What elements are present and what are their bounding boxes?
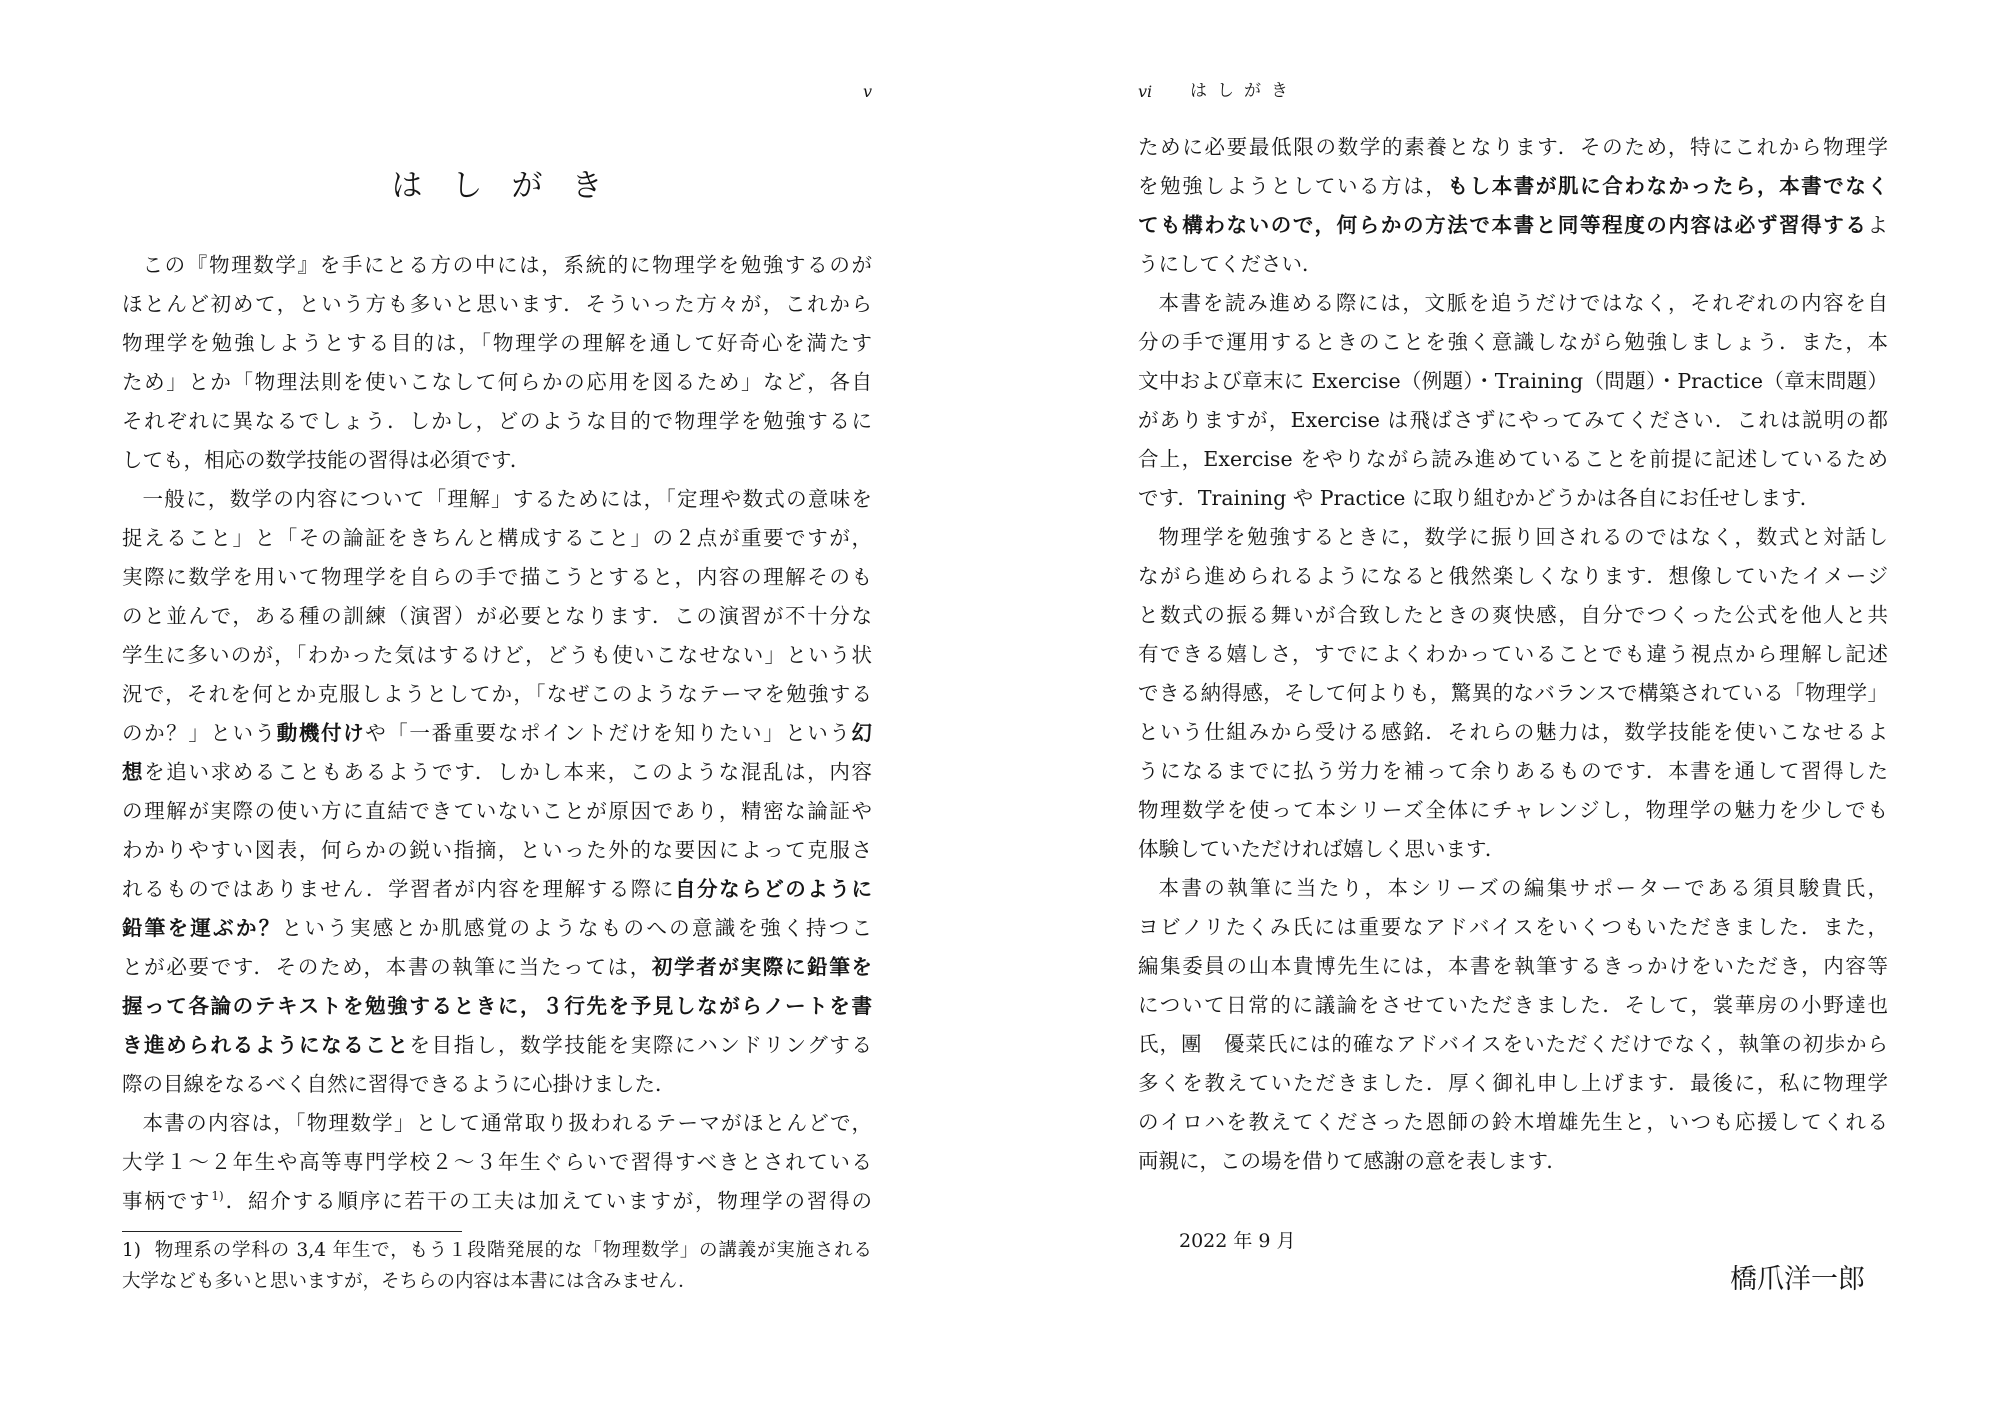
text-line <box>1138 1064 1888 1103</box>
body-text: 大学１～２年生や高等専門学校２～３年生ぐらいで習得すべきとされている <box>122 1150 872 1174</box>
text-line <box>1138 1103 1888 1142</box>
body-text: のイロハを教えてくださった恩師の鈴木増雄先生と，いつも応援してくれる <box>1138 1110 1888 1134</box>
text-line <box>1138 557 1888 596</box>
body-text: のと並んで，ある種の訓練（演習）が必要となります．この演習が不十分な <box>122 604 872 628</box>
text-line <box>1138 518 1888 557</box>
paragraph <box>1138 128 1888 284</box>
text-line <box>1138 596 1888 635</box>
body-text: 況で，それを何とか克服しようとしてか，「なぜこのようなテーマを勉強する <box>122 682 872 706</box>
text-line <box>122 480 872 519</box>
body-text: とが必要です．そのため，本書の執筆に当たっては， <box>122 955 652 979</box>
body-text: と数式の振る舞いが合致したときの爽快感，自分でつくった公式を他人と共 <box>1138 603 1888 627</box>
footnote-text: 大学なども多いと思いますが，そちらの内容は本書には含みません． <box>122 1271 697 1292</box>
body-text: について日常的に議論をさせていただきました．そして，裳華房の小野達也 <box>1138 993 1888 1017</box>
text-line <box>122 1065 872 1104</box>
body-text: うになるまでに払う労力を補って余りあるものです．本書を通して習得した <box>1138 759 1888 783</box>
body-text: 事柄です <box>122 1189 212 1213</box>
text-line <box>122 1143 872 1182</box>
emphasis-text: 初学者が実際に鉛筆を <box>651 955 872 979</box>
body-text: 多くを教えていただきました．厚く御礼申し上げます．最後に，私に物理学 <box>1138 1071 1888 1095</box>
text-line <box>1138 167 1888 206</box>
text-line <box>1138 206 1888 245</box>
body-text: 編集委員の山本貴博先生には，本書を執筆するきっかけをいただき，内容等 <box>1138 954 1888 978</box>
footnote-line <box>122 1235 872 1266</box>
text-line <box>122 519 872 558</box>
text-line <box>122 246 872 285</box>
body-text: がありますが，Exercise は飛ばさずにやってみてください．これは説明の都 <box>1138 408 1888 432</box>
body-text: 物理数学を使って本シリーズ全体にチャレンジし，物理学の魅力を少しでも <box>1138 798 1888 822</box>
text-line <box>122 909 872 948</box>
text-line <box>122 402 872 441</box>
body-text: わかりやすい図表，何らかの鋭い指摘，といった外的な要因によって克服さ <box>122 838 872 862</box>
body-text: ヨビノリたくみ氏には重要なアドバイスをいくつもいただきました．また， <box>1138 915 1888 939</box>
footnote <box>122 1235 872 1297</box>
text-line <box>1138 362 1888 401</box>
text-line <box>122 870 872 909</box>
footnote-reference: 1) <box>211 1189 224 1203</box>
footnote-line <box>122 1266 872 1297</box>
text-line <box>122 948 872 987</box>
text-line <box>122 1182 872 1221</box>
body-text: 体験していただければ嬉しく思います． <box>1138 837 1506 861</box>
paragraph <box>122 246 872 480</box>
chapter-title: はしがき <box>391 168 632 204</box>
text-line <box>122 831 872 870</box>
body-text: 両親に，この場を借りて感謝の意を表します． <box>1138 1149 1567 1173</box>
body-text: この『物理数学』を手にとる方の中には，系統的に物理学を勉強するのが <box>142 253 872 277</box>
emphasis-text: 動機付け <box>276 721 366 745</box>
text-line <box>1138 869 1888 908</box>
text-line <box>1138 479 1888 518</box>
body-text: を勉強しようとしている方は， <box>1138 174 1448 198</box>
emphasis-text: 鉛筆を運ぶか？ <box>122 916 282 940</box>
text-line <box>1138 440 1888 479</box>
text-line <box>122 363 872 402</box>
text-line <box>122 753 872 792</box>
body-text: のか？」という <box>122 721 277 745</box>
body-text-block <box>1138 128 1888 1181</box>
body-text: 本書の内容は，「物理数学」として通常取り扱われるテーマがほとんどで， <box>142 1111 872 1135</box>
body-text: れるものではありません．学習者が内容を理解する際に <box>122 877 675 901</box>
paragraph <box>1138 869 1888 1181</box>
body-text: を追い求めることもあるようです．しかし本来，このような混乱は，内容 <box>144 760 872 784</box>
body-text: うにしてください． <box>1138 252 1323 276</box>
text-line <box>122 285 872 324</box>
text-line <box>1138 908 1888 947</box>
body-text: 実際に数学を用いて物理学を自らの手で描こうとすると，内容の理解そのも <box>122 565 872 589</box>
body-text: 物理学を勉強しようとする目的は，「物理学の理解を通して好奇心を満たす <box>122 331 872 355</box>
footnote-rule <box>122 1231 462 1232</box>
text-line <box>122 714 872 753</box>
body-text: ほとんど初めて，という方も多いと思います．そういった方々が，これから <box>122 292 872 316</box>
preface-date: 2022 年 9 月 <box>1179 1230 1296 1252</box>
body-text: 捉えること」と「その論証をきちんと構成すること」の２点が重要ですが， <box>122 526 872 550</box>
body-text: 合上，Exercise をやりながら読み進めていることを前提に記述しているため <box>1138 447 1888 471</box>
body-text: よ <box>1867 213 1888 237</box>
text-line <box>1138 401 1888 440</box>
body-text: 分の手で運用するときのことを強く意識しながら勉強しましょう．また，本 <box>1138 330 1888 354</box>
emphasis-text: ても構わないので，何らかの方法で本書と同等程度の内容は必ず習得する <box>1138 213 1868 237</box>
text-line <box>122 987 872 1026</box>
page-number: vi <box>1138 82 1153 101</box>
text-line <box>1138 713 1888 752</box>
text-line <box>122 1104 872 1143</box>
emphasis-text: 自分ならどのように <box>674 877 873 901</box>
emphasis-text: 幻 <box>851 721 873 745</box>
text-line <box>1138 245 1888 284</box>
text-line <box>1138 830 1888 869</box>
body-text: ために必要最低限の数学的素養となります．そのため，特にこれから物理学 <box>1138 135 1888 159</box>
body-text: 際の目線をなるべく自然に習得できるように心掛けました． <box>122 1072 676 1096</box>
body-text: 氏，團 優菜氏には的確なアドバイスをいただくだけでなく，執筆の初歩から <box>1138 1032 1888 1056</box>
body-text: 物理学を勉強するときに，数学に振り回されるのではなく，数式と対話し <box>1158 525 1888 549</box>
text-line <box>1138 752 1888 791</box>
text-line <box>1138 986 1888 1025</box>
paragraph <box>1138 284 1888 518</box>
footnote-marker: 1) <box>122 1240 141 1261</box>
body-text: ．紹介する順序に若干の工夫は加えていますが，物理学の習得の <box>223 1189 873 1213</box>
footnote-text: 物理系の学科の 3,4 年生で，もう１段階発展的な「物理数学」の講義が実施される <box>153 1240 872 1261</box>
text-line <box>122 558 872 597</box>
page-number: v <box>862 82 872 101</box>
body-text: ため」とか「物理法則を使いこなして何らかの応用を図るため」など，各自 <box>122 370 872 394</box>
emphasis-text: もし本書が肌に合わなかったら，本書でなく <box>1447 174 1888 198</box>
body-text-block <box>122 246 872 1221</box>
emphasis-text: 握って各論のテキストを勉強するときに，３行先を予見しながらノートを書 <box>122 994 872 1018</box>
text-line <box>1138 1025 1888 1064</box>
text-line <box>1138 791 1888 830</box>
running-head-title: はしがき <box>1190 81 1298 101</box>
text-line <box>1138 1142 1888 1181</box>
emphasis-text: 想 <box>122 760 145 784</box>
text-line <box>1138 323 1888 362</box>
text-line <box>122 441 872 480</box>
body-text: 有できる嬉しさ，すでによくわかっていることでも違う視点から理解し記述 <box>1138 642 1888 666</box>
text-line <box>1138 947 1888 986</box>
text-line <box>122 675 872 714</box>
body-text: を目指し，数学技能を実際にハンドリングする <box>409 1033 873 1057</box>
body-text: ながら進められるようになると俄然楽しくなります．想像していたイメージ <box>1138 564 1888 588</box>
text-line <box>1138 674 1888 713</box>
text-line <box>1138 284 1888 323</box>
body-text: 本書の執筆に当たり，本シリーズの編集サポーターである須貝駿貴氏， <box>1158 876 1888 900</box>
text-line <box>1138 635 1888 674</box>
body-text: 本書を読み進める際には，文脈を追うだけではなく，それぞれの内容を自 <box>1158 291 1888 315</box>
text-line <box>122 636 872 675</box>
body-text: 学生に多いのが，「わかった気はするけど，どうも使いこなせない」という状 <box>122 643 872 667</box>
body-text: の理解が実際の使い方に直結できていないことが原因であり，精密な論証や <box>122 799 872 823</box>
body-text: できる納得感，そして何よりも，驚異的なバランスで構築されている「物理学」 <box>1138 681 1888 705</box>
paragraph <box>122 1104 872 1221</box>
body-text: それぞれに異なるでしょう．しかし，どのような目的で物理学を勉強するに <box>122 409 872 433</box>
text-line <box>122 324 872 363</box>
body-text: 一般に，数学の内容について「理解」するためには，「定理や数式の意味を <box>142 487 872 511</box>
text-line <box>122 792 872 831</box>
emphasis-text: き進められるようになること <box>122 1033 410 1057</box>
body-text: 文中および章末に Exercise（例題）・Training（問題）・Practice（章末問題） <box>1138 369 1888 393</box>
body-text: という実感とか肌感覚のようなものへの意識を強く持つこ <box>281 916 872 940</box>
text-line <box>122 1026 872 1065</box>
body-text: や「一番重要なポイントだけを知りたい」という <box>365 721 852 745</box>
body-text: しても，相応の数学技能の習得は必須です． <box>122 448 531 472</box>
body-text: という仕組みから受ける感銘．それらの魅力は，数学技能を使いこなせるよ <box>1138 720 1888 744</box>
right-page <box>1000 0 2000 1419</box>
body-text: です．Training や Practice に取り組むかどうかは各自にお任せします． <box>1138 486 1821 510</box>
paragraph <box>122 480 872 1104</box>
paragraph <box>1138 518 1888 869</box>
author-signature: 橋爪洋一郎 <box>1730 1264 1865 1295</box>
text-line <box>1138 128 1888 167</box>
text-line <box>122 597 872 636</box>
